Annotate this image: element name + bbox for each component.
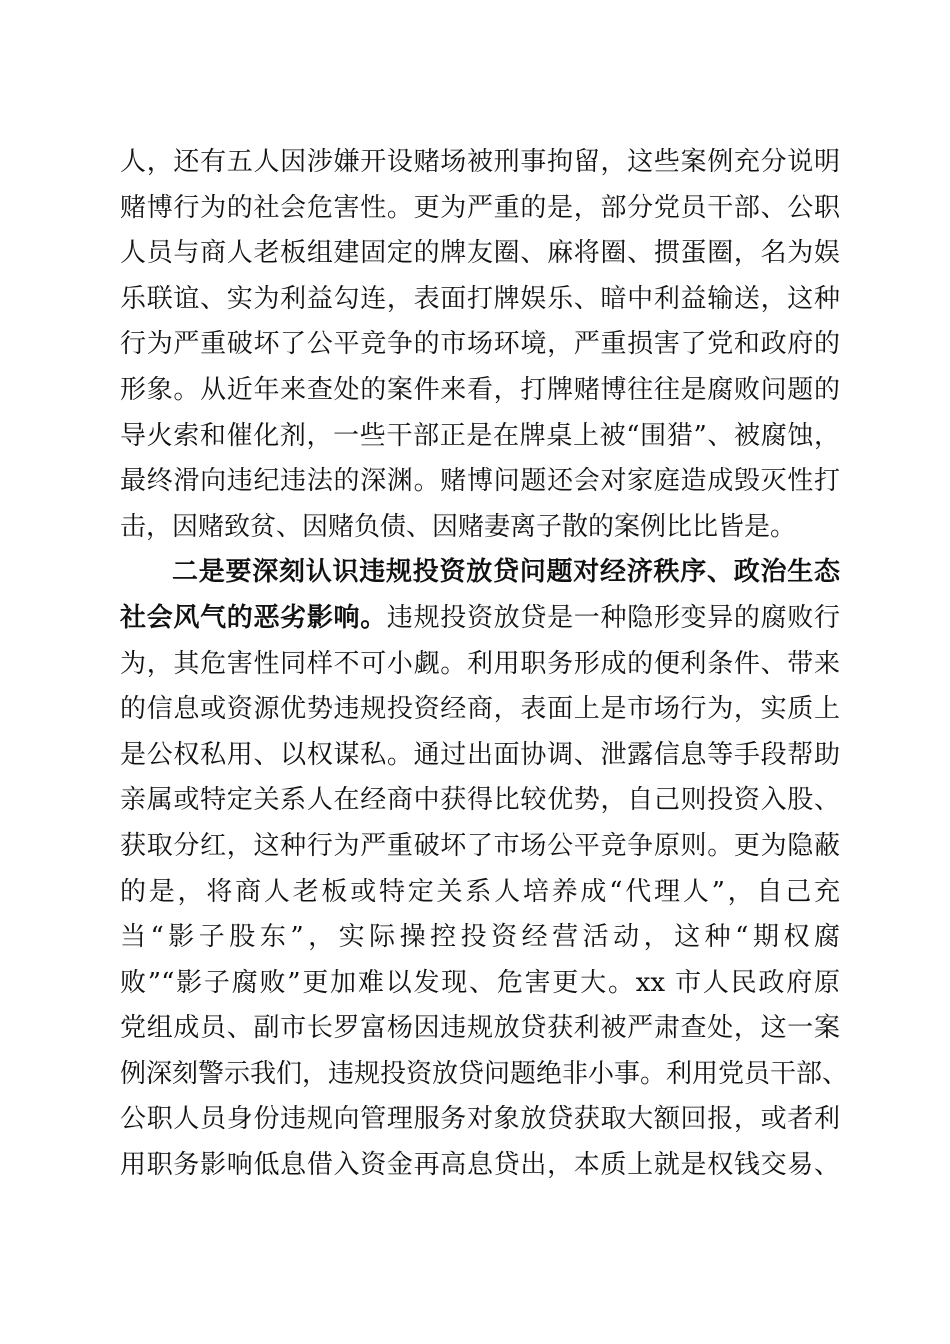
paragraph-line: 导火索和催化剂，一些干部正是在牌桌上被“围猎”、被腐蚀，: [120, 420, 840, 451]
paragraph-line: 党组成员、副市长罗富杨因违规放贷获利被严肃查处，这一案: [120, 1013, 840, 1044]
paragraph-line: 乐联谊、实为利益勾连，表面打牌娱乐、暗中利益输送，这种: [120, 283, 840, 314]
paragraph-line: 用职务影响低息借入资金再高息贷出，本质上就是权钱交易、: [120, 1150, 840, 1181]
body-text: [120, 140, 849, 1189]
paragraph-line: [120, 596, 840, 642]
paragraph-line: 亲属或特定关系人在经商中获得比较优势，自己则投资入股、: [120, 785, 840, 816]
paragraph-text: 违规投资放贷是一种隐形变异的腐败行: [386, 602, 840, 633]
paragraph-line: 公职人员身份违规向管理服务对象放贷获取大额回报，或者利: [120, 1104, 840, 1135]
paragraph-line: 获取分红，这种行为严重破坏了市场公平竞争原则。更为隐蔽: [120, 830, 840, 861]
paragraph-line: 例深刻警示我们，违规投资放贷问题绝非小事。利用党员干部、: [120, 1058, 849, 1089]
paragraph-line: 赌博行为的社会危害性。更为严重的是，部分党员干部、公职: [120, 192, 840, 223]
paragraph-line: 最终滑向违纪违法的深渊。赌博问题还会对家庭造成毁灭性打: [120, 466, 840, 497]
paragraph-line: 败”“影子腐败”更加难以发现、危害更大。xx 市人民政府原: [120, 967, 840, 998]
paragraph-line: 当“影子股东”，实际操控投资经营活动，这种“期权腐: [120, 922, 840, 953]
paragraph-line: 的是，将商人老板或特定关系人培养成“代理人”，自己充: [120, 876, 840, 907]
paragraph-line: 人员与商人老板组建固定的牌友圈、麻将圈、掼蛋圈，名为娱: [120, 238, 840, 269]
section-heading: 二是要深刻认识违规投资放贷问题对经济秩序、政治生态: [172, 557, 840, 588]
paragraph-line: 击，因赌致贫、因赌负债、因赌妻离子散的案例比比皆是。: [120, 511, 797, 542]
paragraph-line: 是公权私用、以权谋私。通过出面协调、泄露信息等手段帮助: [120, 739, 840, 770]
paragraph-line: 为，其危害性同样不可小觑。利用职务形成的便利条件、带来: [120, 648, 840, 679]
paragraph-line: 的信息或资源优势违规投资经商，表面上是市场行为，实质上: [120, 694, 840, 725]
paragraph-line: 人，还有五人因涉嫌开设赌场被刑事拘留，这些案例充分说明: [120, 147, 840, 177]
paragraph-line: 形象。从近年来查处的案件来看，打牌赌博往往是腐败问题的: [120, 374, 840, 405]
section-heading-end: 社会风气的恶劣影响。: [120, 602, 387, 633]
paragraph-line: 行为严重破坏了公平竞争的市场环境，严重损害了党和政府的: [120, 329, 840, 360]
